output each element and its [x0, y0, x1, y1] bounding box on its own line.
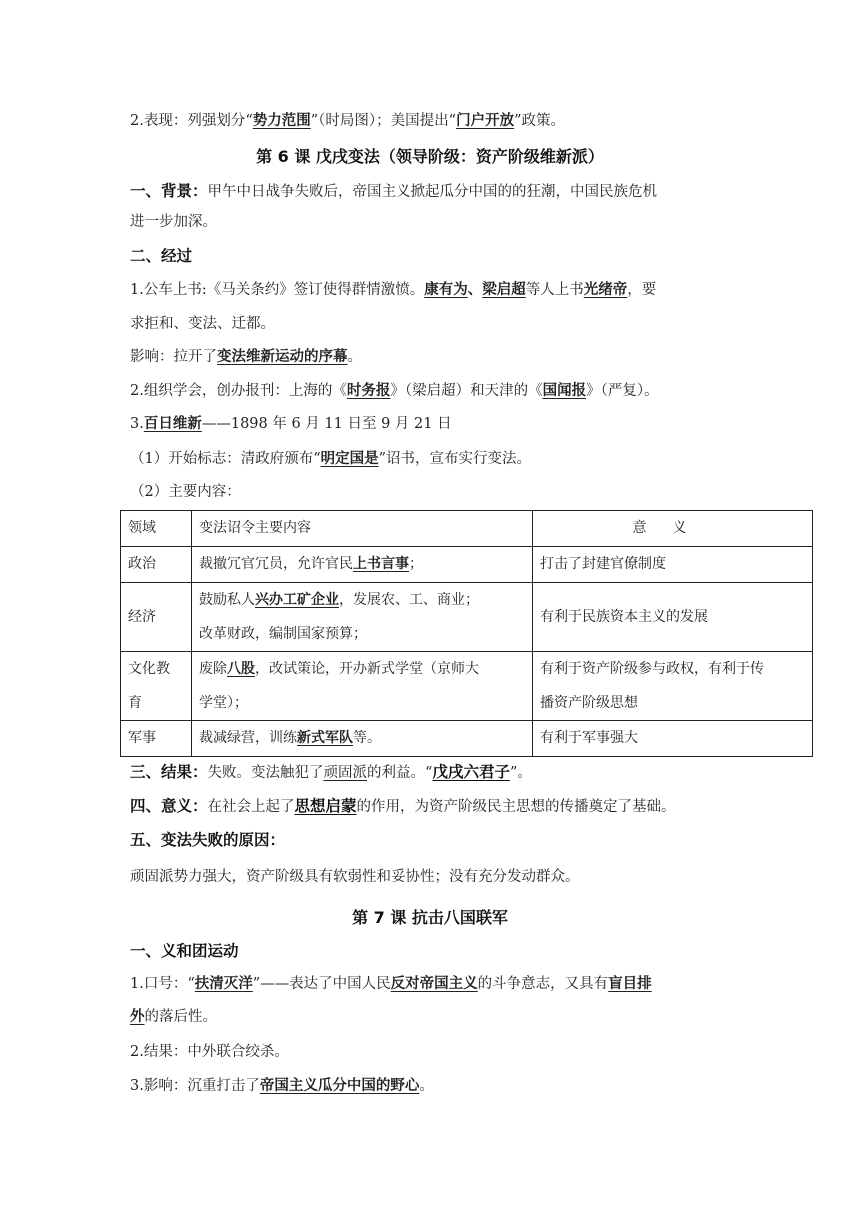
text-line: 顽固派势力强大，资产阶级具有软弱性和妥协性；没有充分发动群众。	[130, 869, 580, 885]
text: 裁撤冗官冗员，允许官民	[199, 556, 353, 572]
key-term: 时务报	[346, 383, 391, 399]
key-term: 明定国是	[320, 451, 379, 467]
text: 。	[347, 349, 362, 365]
key-term: 兴办工矿企业	[255, 592, 339, 608]
text: 、	[467, 282, 483, 298]
text-line-hundred-days	[130, 413, 452, 435]
text: 3.影响：沉重打击了	[130, 1078, 260, 1094]
text-line: 播资产阶级思想	[540, 695, 638, 711]
text: 1.公车上书:《马关条约》签订使得群情激愤。	[130, 282, 425, 298]
table-row	[121, 547, 813, 583]
text: 失败。变法触犯了	[207, 765, 324, 781]
key-term: 新式军队	[297, 730, 353, 746]
section-heading: 五、变法失败的原因：	[130, 831, 286, 849]
text: 的利益。“	[367, 765, 433, 781]
text: ——1898 年 6 月 11 日至 9 月 21 日	[201, 416, 452, 432]
table-cell: 经济	[121, 583, 192, 652]
background-heading-line	[130, 179, 657, 204]
section-heading: 二、经过	[130, 247, 193, 265]
table-cell: 政治	[121, 547, 192, 583]
text: 裁减绿营，训练	[199, 730, 297, 746]
key-term: 反对帝国主义	[390, 976, 478, 992]
text: 3.	[130, 416, 144, 432]
text-line: （2）主要内容：	[130, 484, 241, 500]
text: 》（梁启超）和天津的《	[390, 383, 543, 399]
key-term: 顽固派	[323, 765, 368, 781]
lesson-7-title: 第 7 课 抗击八国联军	[352, 908, 508, 927]
table-row	[121, 583, 813, 652]
text-line: 育	[128, 695, 142, 711]
text-line: 求拒和、变法、迁都。	[130, 316, 275, 332]
text: （1）开始标志：清政府颁布“	[130, 451, 321, 467]
text: 影响：拉开了	[130, 349, 217, 365]
text-line	[199, 583, 525, 617]
text-line: 2.结果：中外联合绞杀。	[130, 1044, 289, 1060]
table-cell	[533, 652, 813, 721]
text-line: 学堂）；	[199, 695, 248, 711]
table-header	[533, 511, 813, 547]
key-term: 八股	[227, 661, 255, 677]
text-line: 进一步加深。	[130, 214, 217, 230]
text: ”政策。	[514, 113, 565, 129]
text: ”（时局图）；美国提出“	[310, 113, 457, 129]
meaning-line	[130, 794, 676, 819]
table-cell	[192, 547, 533, 583]
table-row	[121, 652, 813, 721]
key-term: 康有为	[424, 282, 468, 298]
key-term: 国闻报	[542, 383, 587, 399]
section-heading: 一、背景：	[130, 182, 208, 200]
table-cell: 有利于民族资本主义的发展	[533, 583, 813, 652]
table-row	[121, 721, 813, 757]
text: 的斗争意志，又具有	[477, 976, 609, 992]
text-line: 有利于资产阶级参与政权，有利于传	[540, 661, 764, 677]
text: 2.表现：列强划分“	[130, 113, 253, 129]
key-term: 光绪帝	[583, 282, 628, 298]
text: 等。	[353, 730, 381, 746]
table-cell: 有利于军事强大	[533, 721, 813, 757]
text: 废除	[199, 661, 227, 677]
text-line	[130, 1006, 217, 1028]
text-line: 改革财政，编制国家预算；	[199, 626, 367, 642]
text-line-manifestation	[130, 110, 565, 132]
table-header: 领域	[121, 511, 192, 547]
text: 鼓励私人	[199, 592, 255, 608]
text: ；	[409, 556, 423, 572]
key-term: 梁启超	[482, 282, 526, 298]
text: ”——表达了中国人民	[252, 976, 391, 992]
text: 甲午中日战争失败后，帝国主义掀起瓜分中国的的狂潮，中国民族危机	[207, 184, 658, 200]
text-line-impact	[130, 346, 362, 368]
key-term: 戊戌六君子	[432, 763, 510, 781]
table-cell	[192, 721, 533, 757]
text-line-petition	[130, 279, 656, 301]
result-line	[130, 760, 532, 785]
text: ，改试策论，开办新式学堂（京师大	[255, 661, 479, 677]
table-cell	[121, 652, 192, 721]
text: 的落后性。	[144, 1009, 217, 1025]
key-term: 思想启蒙	[294, 797, 357, 815]
key-term: 帝国主义瓜分中国的野心	[259, 1078, 420, 1094]
table-cell: 军事	[121, 721, 192, 757]
section-heading: 三、结果：	[130, 763, 208, 781]
table-cell	[192, 583, 533, 652]
section-heading: 四、意义：	[130, 797, 208, 815]
lesson-6-title: 第 6 课 戊戌变法（领导阶级：资产阶级维新派）	[256, 147, 604, 166]
text-line-impact	[130, 1075, 434, 1097]
table-header-row	[121, 511, 813, 547]
key-term: 扶清灭洋	[194, 976, 253, 992]
key-term: 外	[130, 1009, 145, 1025]
text: ”诏书，宣布实行变法。	[378, 451, 532, 467]
text: ，发展农、工、商业；	[339, 592, 479, 608]
text: 》（严复）。	[586, 383, 659, 399]
key-term: 势力范围	[252, 113, 311, 129]
reform-content-table	[120, 510, 813, 757]
table-cell: 打击了封建官僚制度	[533, 547, 813, 583]
text: 1.口号：“	[130, 976, 195, 992]
table-cell	[192, 652, 533, 721]
key-term: 上书言事	[353, 556, 409, 572]
text: 的作用，为资产阶级民主思想的传播奠定了基础。	[356, 799, 676, 815]
key-term: 变法维新运动的序幕	[217, 349, 348, 365]
text: 2.组织学会，创办报刊：上海的《	[130, 383, 347, 399]
key-term: 门户开放	[456, 113, 515, 129]
text: ”。	[509, 765, 532, 781]
key-term: 百日维新	[143, 416, 202, 432]
text-line-slogan	[130, 973, 652, 995]
text: ，要	[627, 282, 657, 298]
text: 在社会上起了	[207, 799, 295, 815]
text: 等人上书	[525, 282, 584, 298]
text: 。	[419, 1078, 434, 1094]
text: 意义	[632, 520, 713, 536]
text-line-start-sign	[130, 448, 531, 470]
table-header: 变法诏令主要内容	[192, 511, 533, 547]
text-line	[199, 652, 525, 686]
key-term: 盲目排	[608, 976, 652, 992]
text-line-newspapers	[130, 380, 659, 402]
text-line: 文化教	[128, 661, 170, 677]
section-heading: 一、义和团运动	[130, 942, 239, 960]
